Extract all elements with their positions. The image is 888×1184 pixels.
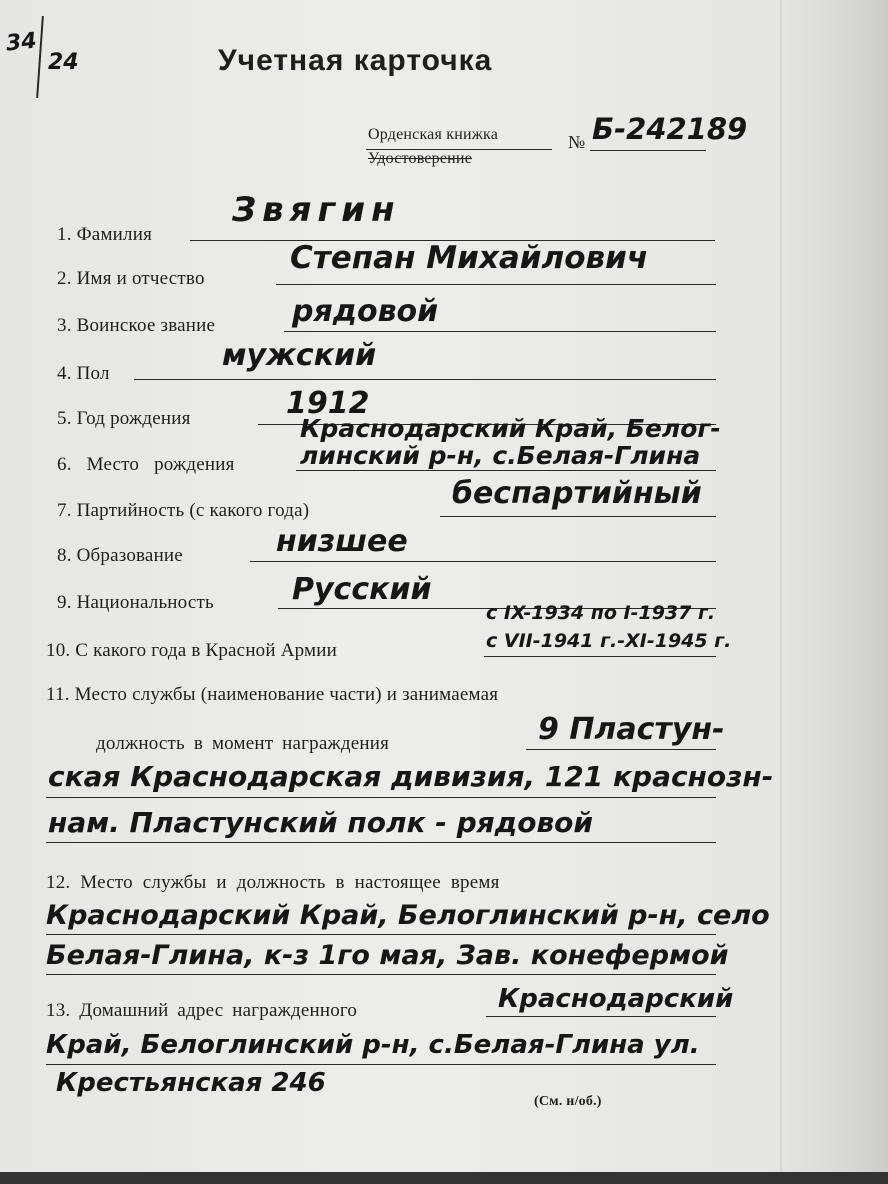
field-value-current-job-line-1: Краснодарский Край, Белоглинский р-н, село xyxy=(46,900,770,931)
field-value-army-since-line-2: с VII-1941 г.-XI-1945 г. xyxy=(486,630,732,652)
doc-type-certificate: Удостоверение xyxy=(368,150,472,167)
field-value-address-line-3: Крестьянская 246 xyxy=(56,1068,326,1098)
field-label-party: 7. Партийность (с какого года) xyxy=(57,500,310,521)
field-label-sex: 4. Пол xyxy=(57,363,110,384)
field-label-education: 8. Образование xyxy=(57,545,183,566)
field-value-name: Степан Михайлович xyxy=(290,240,649,276)
field-line-current-job-1 xyxy=(46,934,716,935)
field-line-sex xyxy=(134,379,716,380)
field-value-birthplace-line-1: Краснодарский Край, Белог- xyxy=(300,414,721,443)
field-label-service-position: должность в момент награждения xyxy=(96,733,390,754)
field-value-education: низшее xyxy=(276,524,408,559)
field-label-current-job: 12. Место службы и должность в настоящее время xyxy=(46,872,500,893)
margin-note-divider xyxy=(36,16,44,98)
field-value-service-line-3: нам. Пластунский полк - рядовой xyxy=(48,806,594,839)
field-label-service-place: 11. Место службы (наименование части) и занимаемая xyxy=(46,684,499,705)
card-title: Учетная карточка xyxy=(218,44,493,77)
page-fold xyxy=(780,0,782,1184)
doc-type-order-book: Орденская книжка xyxy=(368,126,499,143)
field-value-birth-year: 1912 xyxy=(286,386,370,421)
field-line-address-2 xyxy=(46,1064,716,1065)
field-value-service-line-2: ская Краснодарская дивизия, 121 краснозн- xyxy=(48,760,774,793)
field-line-education xyxy=(250,561,716,562)
page-shadow xyxy=(778,0,888,1184)
field-value-rank: рядовой xyxy=(292,294,439,329)
field-line-birthplace xyxy=(296,470,716,471)
order-book-number: Б-242189 xyxy=(592,112,748,146)
field-value-sex: мужский xyxy=(222,338,377,373)
field-label-home-address: 13. Домашний адрес награжденного xyxy=(46,1000,358,1021)
field-label-rank: 3. Воинское звание xyxy=(57,315,216,336)
field-value-army-since-line-1: с IX-1934 по I-1937 г. xyxy=(486,602,716,624)
field-value-service-line-1: 9 Пластун- xyxy=(538,712,725,747)
field-line-army-since xyxy=(484,656,716,657)
field-value-party: беспартийный xyxy=(452,476,702,511)
field-line-service-1 xyxy=(526,749,716,750)
field-value-current-job-line-2: Белая-Глина, к-з 1го мая, Зав. конефермой xyxy=(46,940,729,971)
field-line-service-2 xyxy=(46,797,716,798)
see-reverse-note: (См. н/об.) xyxy=(534,1094,602,1109)
number-underline xyxy=(590,150,706,151)
field-label-army-since: 10. С какого года в Красной Армии xyxy=(46,640,337,661)
background-edge xyxy=(0,1172,888,1184)
field-label-nationality: 9. Национальность xyxy=(57,592,214,613)
number-label: № xyxy=(568,132,586,152)
field-value-birthplace-line-2: линский р-н, с.Белая-Глина xyxy=(300,441,701,470)
field-value-surname: Звягин xyxy=(232,190,401,230)
field-value-address-line-2: Край, Белоглинский р-н, с.Белая-Глина ул. xyxy=(46,1030,700,1060)
field-line-current-job-2 xyxy=(46,974,716,975)
field-label-birth-year: 5. Год рождения xyxy=(57,408,191,429)
margin-note-number: 24 xyxy=(48,50,79,75)
field-label-birthplace: 6. Место рождения xyxy=(57,454,235,475)
field-line-address-1 xyxy=(486,1016,716,1017)
field-label-name: 2. Имя и отчество xyxy=(57,268,205,289)
field-value-address-line-1: Краснодарский xyxy=(498,984,734,1014)
field-line-rank xyxy=(284,331,716,332)
field-label-surname: 1. Фамилия xyxy=(57,224,153,245)
field-line-service-3 xyxy=(46,842,716,843)
field-value-nationality: Русский xyxy=(292,572,432,607)
field-line-party xyxy=(440,516,716,517)
margin-note-number: 34 xyxy=(4,28,38,57)
field-line-name xyxy=(276,284,716,285)
